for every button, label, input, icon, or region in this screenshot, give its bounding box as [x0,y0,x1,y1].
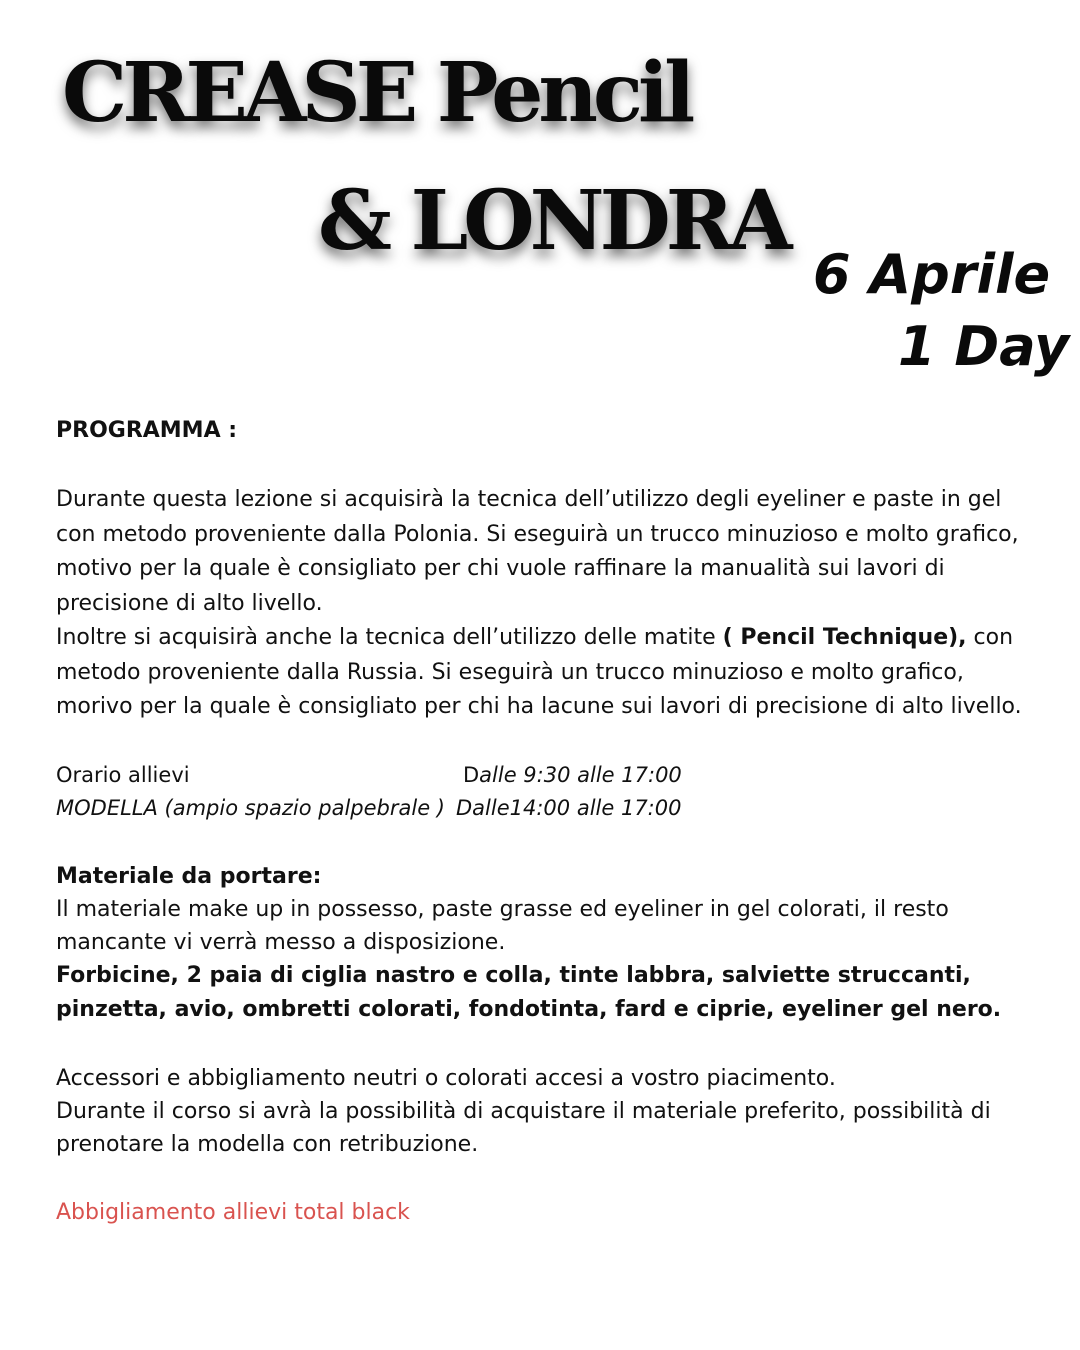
duration-text: 1 Day [898,315,1070,378]
programma-p2-start: Inoltre si acquisirà anche la tecnica dell’utilizzo delle matite [56,625,723,650]
materiale-heading: Materiale da portare: [56,863,322,889]
schedule-students-time: Dalle 9:30 alle 17:00 [463,763,682,787]
accessori-text: Accessori e abbigliamento neutri o colorati accesi a vostro piacimento. [56,1066,836,1091]
schedule [56,759,1046,825]
programma-paragraph-1: Durante questa lezione si acquisirà la tecnica dell’utilizzo degli eyeliner e paste in gel con metodo proveniente dalla Polonia. Si eseguirà un trucco minuzioso e molto grafico, motivo per la quale è consigliato per chi vuole raffinare la manualità sui lavori di precisione di alto livello. [56,487,1019,616]
materiale-text: Il materiale make up in possesso, paste grasse ed eyeliner in gel colorati, il resto mancante vi verrà messo a disposizione. [56,896,949,955]
schedule-students-label: Orario allievi [56,763,190,787]
programma-p2-end: con metodo proveniente dalla Russia. Si eseguirà un trucco minuzioso e molto grafico, morivo per la quale è consigliato per chi ha lacune sui lavori di precisione di alto livello. [56,625,1022,719]
date-text: 6 Aprile [813,243,1051,306]
schedule-row-model [56,792,1046,825]
dress-code-note: Abbigliamento allievi total black [56,1199,410,1225]
pencil-technique-label: ( Pencil Technique), [722,625,967,650]
programma-heading: PROGRAMMA : [56,418,238,443]
schedule-row-students [56,759,1046,792]
corso-text: Durante il corso si avrà la possibilità di acquistare il materiale preferito, possibilità di prenotare la modella con retribuzione. [56,1099,991,1157]
materiale-list: Forbicine, 2 paia di ciglia nastro e colla, tinte labbra, salviette struccanti, pinzetta, avio, ombretti colorati, fondotinta, fard e ciprie, eyeliner gel nero. [56,962,1002,1022]
title-line-1: CREASE Pencil [62,45,691,141]
title-line-2: & LONDRA [318,173,788,269]
course-description [56,414,1046,1230]
schedule-model-time: Dalle14:00 alle 17:00 [456,796,682,820]
schedule-model-label: MODELLA (ampio spazio palpebrale ) [56,796,445,820]
programma-paragraph-2 [56,621,1046,725]
